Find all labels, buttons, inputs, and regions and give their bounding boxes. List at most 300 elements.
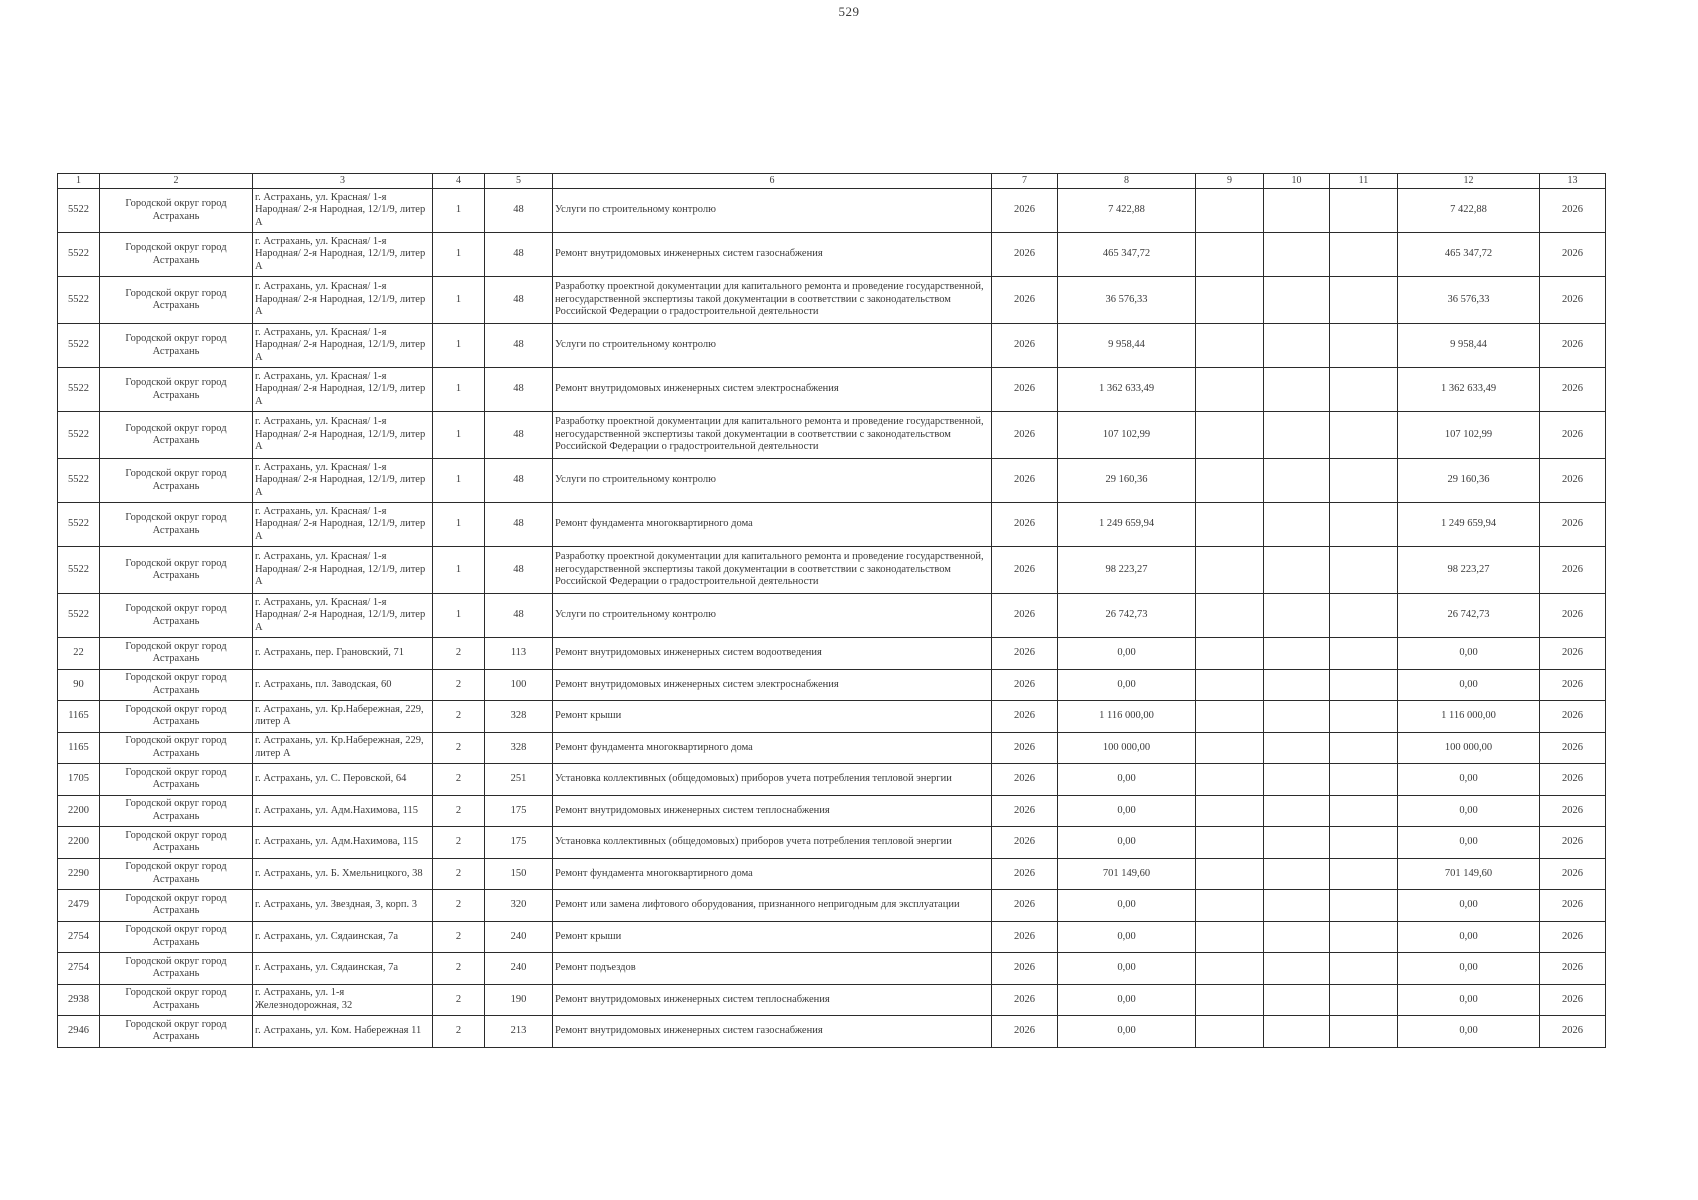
total-cost-cell: 465 347,72 [1058,233,1196,277]
col-11-value-cell [1330,701,1398,733]
regional-fund-cost-cell: 0,00 [1398,890,1540,922]
col-10-value-cell [1264,638,1330,670]
plan-year-cell: 2026 [992,890,1058,922]
apartments-cell: 240 [485,953,553,985]
plan-year-cell: 2026 [992,921,1058,953]
municipality-cell: Городской округ город Астрахань [100,921,253,953]
col-10-value-cell [1264,890,1330,922]
apartments-cell: 48 [485,189,553,233]
regional-fund-cost-cell: 7 422,88 [1398,189,1540,233]
municipality-cell: Городской округ город Астрахань [100,277,253,324]
work-type-cell: Установка коллективных (общедомовых) приборов учета потребления тепловой энергии [553,764,992,796]
completion-year-cell: 2026 [1540,858,1606,890]
table-row [58,732,1606,764]
address-cell: г. Астрахань, ул. Сядаинская, 7а [253,953,433,985]
col-9-value-cell [1196,189,1264,233]
col-11-value-cell [1330,953,1398,985]
col-6-header: 6 [553,174,992,189]
address-cell: г. Астрахань, ул. Красная/ 1-я Народная/ 2-я Народная, 12/1/9, литер А [253,368,433,412]
col-11-value-cell [1330,669,1398,701]
table-row [58,594,1606,638]
table-body [58,189,1606,1048]
address-cell: г. Астрахань, ул. 1-я Железнодорожная, 32 [253,984,433,1016]
table-row [58,921,1606,953]
table-row [58,547,1606,594]
address-cell: г. Астрахань, ул. Б. Хмельницкого, 38 [253,858,433,890]
plan-year-cell: 2026 [992,732,1058,764]
completion-year-cell: 2026 [1540,503,1606,547]
apartments-cell: 113 [485,638,553,670]
municipality-cell: Городской округ город Астрахань [100,795,253,827]
regional-fund-cost-cell: 0,00 [1398,1016,1540,1048]
col-2-header: 2 [100,174,253,189]
object-id-cell: 5522 [58,277,100,324]
municipality-cell: Городской округ город Астрахань [100,547,253,594]
table-row [58,1016,1606,1048]
col-10-value-cell [1264,233,1330,277]
col-9-value-cell [1196,984,1264,1016]
col-3-header: 3 [253,174,433,189]
object-id-cell: 2754 [58,921,100,953]
col-9-value-cell [1196,827,1264,859]
apartments-cell: 190 [485,984,553,1016]
page-number: 529 [838,4,860,19]
completion-year-cell: 2026 [1540,459,1606,503]
col-10-value-cell [1264,189,1330,233]
regional-fund-cost-cell: 0,00 [1398,984,1540,1016]
priority-cell: 1 [433,459,485,503]
total-cost-cell: 9 958,44 [1058,324,1196,368]
municipality-cell: Городской округ город Астрахань [100,984,253,1016]
completion-year-cell: 2026 [1540,638,1606,670]
completion-year-cell: 2026 [1540,412,1606,459]
col-11-value-cell [1330,503,1398,547]
col-9-value-cell [1196,1016,1264,1048]
completion-year-cell: 2026 [1540,764,1606,796]
work-type-cell: Разработку проектной документации для капитального ремонта и проведение государственной, негосударственной экспертизы такой документации в соответствии с законодательством Российской Федерации о градостроительной деятельности [553,412,992,459]
col-9-value-cell [1196,701,1264,733]
col-12-header: 12 [1398,174,1540,189]
col-10-value-cell [1264,984,1330,1016]
completion-year-cell: 2026 [1540,277,1606,324]
priority-cell: 2 [433,795,485,827]
col-9-value-cell [1196,547,1264,594]
col-4-header: 4 [433,174,485,189]
col-10-value-cell [1264,547,1330,594]
total-cost-cell: 1 362 633,49 [1058,368,1196,412]
plan-year-cell: 2026 [992,412,1058,459]
object-id-cell: 5522 [58,594,100,638]
completion-year-cell: 2026 [1540,795,1606,827]
plan-year-cell: 2026 [992,459,1058,503]
priority-cell: 2 [433,953,485,985]
priority-cell: 2 [433,1016,485,1048]
object-id-cell: 2754 [58,953,100,985]
work-type-cell: Ремонт крыши [553,701,992,733]
address-cell: г. Астрахань, ул. Красная/ 1-я Народная/ 2-я Народная, 12/1/9, литер А [253,233,433,277]
col-9-value-cell [1196,233,1264,277]
object-id-cell: 2938 [58,984,100,1016]
col-10-value-cell [1264,324,1330,368]
address-cell: г. Астрахань, ул. Красная/ 1-я Народная/ 2-я Народная, 12/1/9, литер А [253,459,433,503]
total-cost-cell: 7 422,88 [1058,189,1196,233]
col-11-value-cell [1330,827,1398,859]
apartments-cell: 100 [485,669,553,701]
work-type-cell: Ремонт фундамента многоквартирного дома [553,503,992,547]
regional-fund-cost-cell: 100 000,00 [1398,732,1540,764]
total-cost-cell: 0,00 [1058,669,1196,701]
regional-fund-cost-cell: 465 347,72 [1398,233,1540,277]
object-id-cell: 2946 [58,1016,100,1048]
completion-year-cell: 2026 [1540,890,1606,922]
col-10-value-cell [1264,669,1330,701]
object-id-cell: 5522 [58,547,100,594]
priority-cell: 1 [433,189,485,233]
address-cell: г. Астрахань, ул. Ком. Набережная 11 [253,1016,433,1048]
table-row [58,368,1606,412]
object-id-cell: 5522 [58,503,100,547]
municipality-cell: Городской округ город Астрахань [100,412,253,459]
apartments-cell: 48 [485,459,553,503]
regional-fund-cost-cell: 107 102,99 [1398,412,1540,459]
apartments-cell: 251 [485,764,553,796]
total-cost-cell: 0,00 [1058,984,1196,1016]
apartments-cell: 213 [485,1016,553,1048]
total-cost-cell: 0,00 [1058,1016,1196,1048]
total-cost-cell: 0,00 [1058,795,1196,827]
plan-year-cell: 2026 [992,764,1058,796]
municipality-cell: Городской округ город Астрахань [100,324,253,368]
table-row [58,459,1606,503]
total-cost-cell: 0,00 [1058,890,1196,922]
work-type-cell: Разработку проектной документации для капитального ремонта и проведение государственной, негосударственной экспертизы такой документации в соответствии с законодательством Российской Федерации о градостроительной деятельности [553,277,992,324]
table-row [58,324,1606,368]
apartments-cell: 48 [485,233,553,277]
municipality-cell: Городской округ город Астрахань [100,233,253,277]
col-11-value-cell [1330,412,1398,459]
table-row [58,277,1606,324]
col-10-value-cell [1264,827,1330,859]
address-cell: г. Астрахань, ул. Кр.Набережная, 229, литер А [253,701,433,733]
apartments-cell: 48 [485,412,553,459]
completion-year-cell: 2026 [1540,594,1606,638]
completion-year-cell: 2026 [1540,921,1606,953]
municipality-cell: Городской округ город Астрахань [100,669,253,701]
col-11-value-cell [1330,277,1398,324]
municipality-cell: Городской округ город Астрахань [100,189,253,233]
apartments-cell: 150 [485,858,553,890]
apartments-cell: 175 [485,827,553,859]
priority-cell: 2 [433,638,485,670]
col-13-header: 13 [1540,174,1606,189]
completion-year-cell: 2026 [1540,827,1606,859]
priority-cell: 2 [433,858,485,890]
total-cost-cell: 0,00 [1058,764,1196,796]
table-row [58,701,1606,733]
col-9-header: 9 [1196,174,1264,189]
work-type-cell: Ремонт внутридомовых инженерных систем электроснабжения [553,368,992,412]
plan-year-cell: 2026 [992,547,1058,594]
work-type-cell: Ремонт или замена лифтового оборудования, признанного непригодным для эксплуатации [553,890,992,922]
address-cell: г. Астрахань, пер. Грановский, 71 [253,638,433,670]
col-10-value-cell [1264,795,1330,827]
col-11-value-cell [1330,324,1398,368]
municipality-cell: Городской округ город Астрахань [100,858,253,890]
col-9-value-cell [1196,368,1264,412]
regional-fund-cost-cell: 0,00 [1398,953,1540,985]
col-10-value-cell [1264,953,1330,985]
total-cost-cell: 0,00 [1058,921,1196,953]
total-cost-cell: 1 249 659,94 [1058,503,1196,547]
col-11-header: 11 [1330,174,1398,189]
work-type-cell: Ремонт внутридомовых инженерных систем теплоснабжения [553,795,992,827]
plan-year-cell: 2026 [992,669,1058,701]
object-id-cell: 5522 [58,233,100,277]
municipality-cell: Городской округ город Астрахань [100,701,253,733]
work-type-cell: Ремонт фундамента многоквартирного дома [553,732,992,764]
completion-year-cell: 2026 [1540,732,1606,764]
regional-fund-cost-cell: 29 160,36 [1398,459,1540,503]
col-10-value-cell [1264,764,1330,796]
col-10-value-cell [1264,412,1330,459]
object-id-cell: 5522 [58,189,100,233]
col-10-value-cell [1264,459,1330,503]
plan-year-cell: 2026 [992,368,1058,412]
plan-year-cell: 2026 [992,858,1058,890]
col-9-value-cell [1196,732,1264,764]
priority-cell: 2 [433,984,485,1016]
address-cell: г. Астрахань, ул. Звездная, 3, корп. 3 [253,890,433,922]
regional-fund-cost-cell: 0,00 [1398,638,1540,670]
address-cell: г. Астрахань, ул. Красная/ 1-я Народная/ 2-я Народная, 12/1/9, литер А [253,277,433,324]
table-row [58,953,1606,985]
completion-year-cell: 2026 [1540,669,1606,701]
apartments-cell: 328 [485,701,553,733]
priority-cell: 1 [433,412,485,459]
col-9-value-cell [1196,324,1264,368]
col-10-value-cell [1264,277,1330,324]
plan-year-cell: 2026 [992,953,1058,985]
address-cell: г. Астрахань, ул. Красная/ 1-я Народная/ 2-я Народная, 12/1/9, литер А [253,412,433,459]
col-9-value-cell [1196,669,1264,701]
header-row [58,174,1606,189]
object-id-cell: 5522 [58,412,100,459]
regional-fund-cost-cell: 1 116 000,00 [1398,701,1540,733]
col-10-value-cell [1264,701,1330,733]
work-type-cell: Услуги по строительному контролю [553,324,992,368]
completion-year-cell: 2026 [1540,953,1606,985]
address-cell: г. Астрахань, ул. Адм.Нахимова, 115 [253,795,433,827]
col-10-value-cell [1264,1016,1330,1048]
col-11-value-cell [1330,638,1398,670]
priority-cell: 1 [433,324,485,368]
col-9-value-cell [1196,277,1264,324]
col-9-value-cell [1196,764,1264,796]
municipality-cell: Городской округ город Астрахань [100,459,253,503]
plan-year-cell: 2026 [992,233,1058,277]
col-11-value-cell [1330,368,1398,412]
object-id-cell: 5522 [58,459,100,503]
priority-cell: 2 [433,701,485,733]
plan-year-cell: 2026 [992,638,1058,670]
register-table [57,173,1606,1048]
municipality-cell: Городской округ город Астрахань [100,732,253,764]
apartments-cell: 48 [485,547,553,594]
object-id-cell: 1705 [58,764,100,796]
plan-year-cell: 2026 [992,189,1058,233]
table-row [58,764,1606,796]
work-type-cell: Ремонт внутридомовых инженерных систем водоотведения [553,638,992,670]
total-cost-cell: 29 160,36 [1058,459,1196,503]
address-cell: г. Астрахань, ул. Красная/ 1-я Народная/ 2-я Народная, 12/1/9, литер А [253,189,433,233]
col-9-value-cell [1196,921,1264,953]
work-type-cell: Ремонт внутридомовых инженерных систем газоснабжения [553,233,992,277]
apartments-cell: 328 [485,732,553,764]
col-10-header: 10 [1264,174,1330,189]
table-row [58,984,1606,1016]
plan-year-cell: 2026 [992,324,1058,368]
total-cost-cell: 0,00 [1058,638,1196,670]
col-11-value-cell [1330,890,1398,922]
regional-fund-cost-cell: 1 249 659,94 [1398,503,1540,547]
address-cell: г. Астрахань, ул. Кр.Набережная, 229, литер А [253,732,433,764]
work-type-cell: Ремонт фундамента многоквартирного дома [553,858,992,890]
col-11-value-cell [1330,858,1398,890]
col-11-value-cell [1330,1016,1398,1048]
priority-cell: 2 [433,764,485,796]
apartments-cell: 175 [485,795,553,827]
col-9-value-cell [1196,594,1264,638]
address-cell: г. Астрахань, ул. С. Перовской, 64 [253,764,433,796]
regional-fund-cost-cell: 701 149,60 [1398,858,1540,890]
regional-fund-cost-cell: 0,00 [1398,827,1540,859]
address-cell: г. Астрахань, ул. Адм.Нахимова, 115 [253,827,433,859]
work-type-cell: Ремонт внутридомовых инженерных систем газоснабжения [553,1016,992,1048]
col-11-value-cell [1330,459,1398,503]
regional-fund-cost-cell: 36 576,33 [1398,277,1540,324]
total-cost-cell: 100 000,00 [1058,732,1196,764]
col-9-value-cell [1196,459,1264,503]
apartments-cell: 48 [485,277,553,324]
apartments-cell: 48 [485,503,553,547]
municipality-cell: Городской округ город Астрахань [100,368,253,412]
object-id-cell: 2479 [58,890,100,922]
plan-year-cell: 2026 [992,827,1058,859]
priority-cell: 1 [433,547,485,594]
municipality-cell: Городской округ город Астрахань [100,594,253,638]
completion-year-cell: 2026 [1540,324,1606,368]
col-11-value-cell [1330,594,1398,638]
col-11-value-cell [1330,233,1398,277]
object-id-cell: 22 [58,638,100,670]
plan-year-cell: 2026 [992,277,1058,324]
completion-year-cell: 2026 [1540,368,1606,412]
table-row [58,795,1606,827]
col-9-value-cell [1196,412,1264,459]
work-type-cell: Услуги по строительному контролю [553,594,992,638]
work-type-cell: Услуги по строительному контролю [553,189,992,233]
col-1-header: 1 [58,174,100,189]
municipality-cell: Городской округ город Астрахань [100,764,253,796]
municipality-cell: Городской округ город Астрахань [100,1016,253,1048]
total-cost-cell: 36 576,33 [1058,277,1196,324]
municipality-cell: Городской округ город Астрахань [100,827,253,859]
col-8-header: 8 [1058,174,1196,189]
col-10-value-cell [1264,858,1330,890]
col-9-value-cell [1196,795,1264,827]
work-type-cell: Ремонт внутридомовых инженерных систем электроснабжения [553,669,992,701]
table-row [58,233,1606,277]
address-cell: г. Астрахань, пл. Заводская, 60 [253,669,433,701]
municipality-cell: Городской округ город Астрахань [100,503,253,547]
object-id-cell: 2200 [58,795,100,827]
plan-year-cell: 2026 [992,503,1058,547]
object-id-cell: 2290 [58,858,100,890]
apartments-cell: 48 [485,368,553,412]
col-10-value-cell [1264,368,1330,412]
col-5-header: 5 [485,174,553,189]
col-9-value-cell [1196,890,1264,922]
table-row [58,890,1606,922]
col-11-value-cell [1330,921,1398,953]
address-cell: г. Астрахань, ул. Красная/ 1-я Народная/ 2-я Народная, 12/1/9, литер А [253,547,433,594]
regional-fund-cost-cell: 98 223,27 [1398,547,1540,594]
municipality-cell: Городской округ город Астрахань [100,638,253,670]
object-id-cell: 2200 [58,827,100,859]
regional-fund-cost-cell: 26 742,73 [1398,594,1540,638]
col-9-value-cell [1196,503,1264,547]
apartments-cell: 320 [485,890,553,922]
work-type-cell: Разработку проектной документации для капитального ремонта и проведение государственной, негосударственной экспертизы такой документации в соответствии с законодательством Российской Федерации о градостроительной деятельности [553,547,992,594]
priority-cell: 2 [433,890,485,922]
work-type-cell: Ремонт подъездов [553,953,992,985]
table-row [58,827,1606,859]
priority-cell: 2 [433,669,485,701]
col-11-value-cell [1330,764,1398,796]
plan-year-cell: 2026 [992,1016,1058,1048]
table-row [58,669,1606,701]
total-cost-cell: 701 149,60 [1058,858,1196,890]
completion-year-cell: 2026 [1540,233,1606,277]
regional-fund-cost-cell: 0,00 [1398,921,1540,953]
col-9-value-cell [1196,953,1264,985]
table-row [58,189,1606,233]
regional-fund-cost-cell: 0,00 [1398,795,1540,827]
regional-fund-cost-cell: 1 362 633,49 [1398,368,1540,412]
priority-cell: 1 [433,277,485,324]
work-type-cell: Услуги по строительному контролю [553,459,992,503]
object-id-cell: 5522 [58,368,100,412]
total-cost-cell: 98 223,27 [1058,547,1196,594]
total-cost-cell: 0,00 [1058,827,1196,859]
col-7-header: 7 [992,174,1058,189]
address-cell: г. Астрахань, ул. Сядаинская, 7а [253,921,433,953]
col-10-value-cell [1264,732,1330,764]
apartments-cell: 48 [485,594,553,638]
col-9-value-cell [1196,638,1264,670]
work-type-cell: Ремонт крыши [553,921,992,953]
table-row [58,412,1606,459]
regional-fund-cost-cell: 0,00 [1398,669,1540,701]
priority-cell: 1 [433,594,485,638]
col-10-value-cell [1264,594,1330,638]
priority-cell: 1 [433,233,485,277]
apartments-cell: 240 [485,921,553,953]
col-11-value-cell [1330,984,1398,1016]
priority-cell: 1 [433,503,485,547]
address-cell: г. Астрахань, ул. Красная/ 1-я Народная/ 2-я Народная, 12/1/9, литер А [253,594,433,638]
completion-year-cell: 2026 [1540,189,1606,233]
